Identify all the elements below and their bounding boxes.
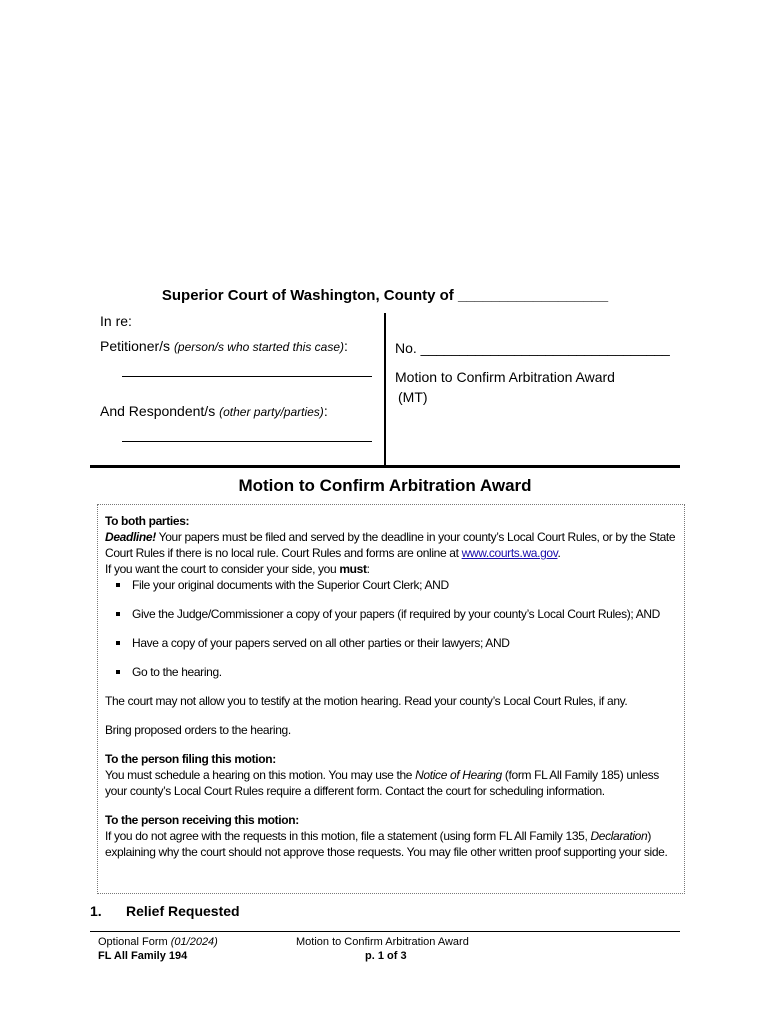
filing-text-2: (form FL All Family 185) unless your county’s Local Court Rules require a different form. Contact the court for scheduling information. xyxy=(105,768,659,798)
receiving-text-1: If you do not agree with the requests in this motion, file a statement (using form FL All Family 135, xyxy=(105,829,591,843)
caption-divider-vertical xyxy=(384,313,386,466)
list-item: Give the Judge/Commissioner a copy of your papers (if required by your county’s Local Court Rules); AND xyxy=(105,606,678,622)
petitioner-colon: : xyxy=(344,338,348,354)
receiving-text-2: ) explaining why the court should not approve those requests. You may file other written proof supporting your side. xyxy=(105,829,668,859)
footer-optional-form: Optional Form xyxy=(98,936,171,948)
filing-italic: Notice of Hearing xyxy=(415,768,502,782)
section-1-title: Relief Requested xyxy=(126,903,240,919)
document-title: Motion to Confirm Arbitration Award xyxy=(238,476,532,495)
to-both-heading: To both parties: xyxy=(105,514,190,528)
caption-divider-horizontal xyxy=(90,465,680,468)
list-item: Go to the hearing. xyxy=(105,664,678,680)
case-number[interactable]: No. ________________________________ xyxy=(395,340,670,356)
footer-form-type xyxy=(98,936,218,948)
deadline-paragraph xyxy=(105,529,678,561)
petitioner-label xyxy=(100,338,348,354)
footer-doc-name: Motion to Confirm Arbitration Award xyxy=(296,936,469,948)
courts-link[interactable]: www.courts.wa.gov xyxy=(461,546,558,560)
footer-divider xyxy=(90,931,680,932)
filing-text-1: You must schedule a hearing on this motion. You may use the xyxy=(105,768,416,782)
caption-doc-name: Motion to Confirm Arbitration Award xyxy=(395,369,615,385)
respondent-colon: : xyxy=(323,403,328,419)
footer-form-id: FL All Family 194 xyxy=(98,950,188,962)
caption-doc-code: (MT) xyxy=(398,389,428,405)
testify-paragraph: The court may not allow you to testify at the motion hearing. Read your county’s Local Court Rules, if any. xyxy=(105,694,628,708)
must-paragraph xyxy=(105,561,678,577)
filing-heading: To the person filing this motion: xyxy=(105,752,276,766)
petitioner-name-line[interactable] xyxy=(122,376,372,377)
list-item: Have a copy of your papers served on all other parties or their lawyers; AND xyxy=(105,635,678,651)
respondent-note: (other party/parties) xyxy=(219,405,324,419)
respondent-name-line[interactable] xyxy=(122,441,372,442)
respondent-label-text: And Respondent/s xyxy=(100,403,216,419)
must-intro: If you want the court to consider your side, you xyxy=(105,562,340,576)
court-title: Superior Court of Washington, County of __________________ xyxy=(161,287,609,304)
must-colon: : xyxy=(366,562,370,576)
in-re-label: In re: xyxy=(100,313,132,329)
list-item: File your original documents with the Superior Court Clerk; AND xyxy=(105,577,678,593)
section-1-number: 1. xyxy=(90,903,102,919)
petitioner-note: (person/s who started this case) xyxy=(173,340,345,354)
filing-paragraph xyxy=(105,767,678,799)
deadline-link-after: . xyxy=(557,546,561,560)
bring-paragraph: Bring proposed orders to the hearing. xyxy=(105,723,291,737)
deadline-text: Your papers must be filed and served by the deadline in your county’s Local Court Rules, or by the State Court Rules if there is no local rule. Court Rules and forms are online at xyxy=(105,530,676,560)
notice-box xyxy=(97,504,685,894)
receiving-heading: To the person receiving this motion: xyxy=(105,813,299,827)
requirements-list xyxy=(105,577,678,680)
receiving-paragraph xyxy=(105,828,678,860)
footer-form-date: (01/2024) xyxy=(170,936,218,948)
must-bold: must xyxy=(339,562,367,576)
receiving-italic: Declaration xyxy=(590,829,648,843)
section-1-heading xyxy=(90,903,240,919)
respondent-label xyxy=(100,403,328,419)
footer-page-number: p. 1 of 3 xyxy=(365,950,407,962)
petitioner-label-text: Petitioner/s xyxy=(100,338,171,354)
deadline-label: Deadline! xyxy=(105,530,156,544)
